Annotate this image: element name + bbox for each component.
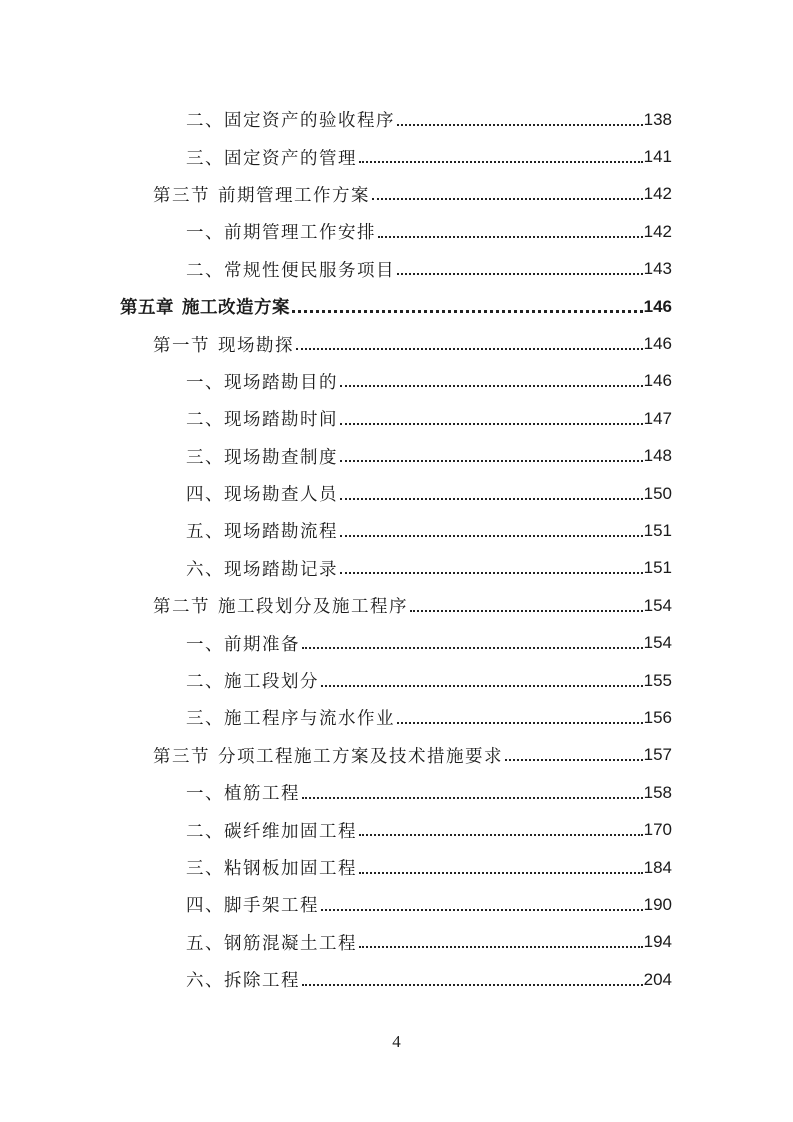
dot-leader xyxy=(378,223,643,241)
toc-entry-label xyxy=(186,556,338,581)
toc-entry-label xyxy=(186,369,338,394)
toc-entry-title: 固定资产的管理 xyxy=(224,148,357,169)
toc-entry[interactable] xyxy=(0,550,793,587)
toc-entry-page: 146 xyxy=(643,371,672,391)
toc-entry-label xyxy=(186,481,338,506)
toc-entry-title: 脚手架工程 xyxy=(224,896,319,917)
toc-entry-title: 分项工程施工方案及技术措施要求 xyxy=(218,746,503,767)
toc-entry-title: 现场踏勘记录 xyxy=(224,559,338,580)
toc-entry[interactable] xyxy=(0,213,793,250)
toc-entry[interactable] xyxy=(0,101,793,138)
toc-entry-label xyxy=(153,743,503,768)
toc-entry-number: 二、 xyxy=(186,821,224,842)
dot-leader xyxy=(296,335,643,353)
toc-entry-title: 常规性便民服务项目 xyxy=(224,260,395,281)
toc-entry[interactable] xyxy=(0,886,793,923)
toc-entry-number: 四、 xyxy=(186,485,224,506)
toc-entry-title: 现场勘查制度 xyxy=(224,447,338,468)
toc-entry-number: 第三节 xyxy=(153,185,210,206)
toc-entry-label xyxy=(186,219,376,244)
toc-entry-number: 四、 xyxy=(186,896,224,917)
dot-leader xyxy=(340,559,643,577)
toc-entry-label xyxy=(186,444,338,469)
dot-leader xyxy=(340,410,643,428)
toc-chapter-entry[interactable] xyxy=(0,288,793,325)
dot-leader xyxy=(302,634,643,652)
toc-entry[interactable] xyxy=(0,624,793,661)
toc-entry-page: 150 xyxy=(643,483,672,503)
toc-entry-number: 六、 xyxy=(186,559,224,580)
toc-entry-number: 二、 xyxy=(186,260,224,281)
toc-entry-title: 前期管理工作安排 xyxy=(224,223,376,244)
toc-entry-title: 现场勘查人员 xyxy=(224,485,338,506)
toc-entry-page: 142 xyxy=(643,221,672,241)
dot-leader xyxy=(321,896,643,914)
toc-entry-label xyxy=(186,930,357,955)
dot-leader xyxy=(397,709,643,727)
dot-leader xyxy=(359,933,643,951)
dot-leader xyxy=(505,746,643,764)
toc-entry-number: 第一节 xyxy=(153,335,210,356)
toc-entry[interactable] xyxy=(0,138,793,175)
toc-entry-page: 148 xyxy=(643,446,672,466)
toc-entry-number: 第三节 xyxy=(153,746,210,767)
dot-leader xyxy=(292,298,643,316)
toc-entry-title: 现场踏勘目的 xyxy=(224,372,338,393)
toc-entry-number: 一、 xyxy=(186,784,224,805)
toc-entry-page: 156 xyxy=(643,707,672,727)
page-number: 4 xyxy=(392,1032,401,1051)
toc-entry-page: 190 xyxy=(643,894,672,914)
toc-entry-number: 三、 xyxy=(186,447,224,468)
toc-entry-page: 147 xyxy=(643,408,672,428)
toc-entry-number: 二、 xyxy=(186,672,224,693)
toc-entry-page: 170 xyxy=(643,820,672,840)
dot-leader xyxy=(302,784,643,802)
toc-entry-title: 施工段划分及施工程序 xyxy=(218,597,408,618)
dot-leader xyxy=(340,485,643,503)
dot-leader xyxy=(340,447,643,465)
toc-entry-number: 二、 xyxy=(186,111,224,132)
toc-entry-title: 拆除工程 xyxy=(224,971,300,992)
toc-entry-number: 三、 xyxy=(186,859,224,879)
toc-entry-number: 二、 xyxy=(186,410,224,431)
toc-entry-page: 184 xyxy=(643,857,672,877)
toc-entry-page: 151 xyxy=(643,558,672,578)
toc-entry-label xyxy=(186,668,319,693)
toc-entry-number: 三、 xyxy=(186,148,224,169)
toc-entry-page: 154 xyxy=(643,595,672,615)
toc-entry[interactable] xyxy=(0,924,793,961)
dot-leader xyxy=(372,185,643,203)
toc-entry-page: 151 xyxy=(643,520,672,540)
toc-entry-page: 146 xyxy=(643,296,672,316)
toc-entry[interactable] xyxy=(0,811,793,848)
toc-entry[interactable] xyxy=(0,475,793,512)
dot-leader xyxy=(340,522,643,540)
toc-entry-title: 施工段划分 xyxy=(224,672,319,693)
dot-leader xyxy=(410,597,643,615)
toc-entry-title: 施工程序与流水作业 xyxy=(224,709,395,730)
toc-entry[interactable] xyxy=(0,587,793,624)
dot-leader xyxy=(321,672,643,690)
toc-entry-title: 粘钢板加固工程 xyxy=(224,859,357,879)
toc-entry-label xyxy=(186,257,395,282)
dot-leader xyxy=(397,260,643,278)
toc-entry-title: 固定资产的验收程序 xyxy=(224,111,395,132)
toc-entry-page: 138 xyxy=(643,109,672,129)
toc-entry-page: 146 xyxy=(643,334,672,354)
toc-entry-number: 一、 xyxy=(186,634,224,655)
toc-entry-number: 第五章 xyxy=(120,298,174,319)
table-of-contents xyxy=(0,101,793,998)
toc-entry-number: 五、 xyxy=(186,522,224,543)
toc-entry-title: 前期管理工作方案 xyxy=(218,185,370,206)
toc-entry-title: 施工改造方案 xyxy=(182,298,290,319)
toc-entry-label xyxy=(186,855,357,880)
toc-entry-label xyxy=(186,631,300,656)
toc-entry-label xyxy=(186,107,395,132)
dot-leader xyxy=(359,859,643,877)
toc-entry-page: 154 xyxy=(643,633,672,653)
toc-entry[interactable] xyxy=(0,438,793,475)
toc-entry[interactable] xyxy=(0,512,793,549)
toc-entry-page: 204 xyxy=(643,969,672,989)
toc-entry-number: 六、 xyxy=(186,971,224,992)
toc-entry-label xyxy=(186,145,357,170)
dot-leader xyxy=(340,372,643,390)
toc-entry-label xyxy=(153,593,408,618)
toc-entry[interactable] xyxy=(0,251,793,288)
toc-entry-label xyxy=(186,705,395,730)
toc-entry[interactable] xyxy=(0,699,793,736)
toc-entry[interactable] xyxy=(0,961,793,998)
toc-entry-page: 157 xyxy=(643,745,672,765)
toc-entry-label xyxy=(153,182,370,207)
toc-entry-label xyxy=(120,294,290,319)
toc-entry[interactable] xyxy=(0,176,793,213)
toc-entry-label xyxy=(186,780,300,805)
dot-leader xyxy=(359,821,643,839)
toc-entry[interactable] xyxy=(0,400,793,437)
toc-entry[interactable] xyxy=(0,325,793,362)
toc-entry-label xyxy=(186,518,338,543)
toc-entry[interactable] xyxy=(0,363,793,400)
dot-leader xyxy=(359,148,643,166)
toc-entry[interactable] xyxy=(0,737,793,774)
toc-entry-title: 碳纤维加固工程 xyxy=(224,821,357,842)
toc-entry-title: 植筋工程 xyxy=(224,784,300,805)
toc-entry-number: 一、 xyxy=(186,372,224,393)
dot-leader xyxy=(397,111,643,129)
toc-entry-page: 142 xyxy=(643,184,672,204)
toc-entry-label xyxy=(186,892,319,917)
toc-entry-title: 现场踏勘流程 xyxy=(224,522,338,543)
toc-entry-page: 155 xyxy=(643,670,672,690)
toc-entry-label xyxy=(153,332,294,357)
toc-entry-page: 158 xyxy=(643,782,672,802)
dot-leader xyxy=(302,971,643,989)
toc-entry-title: 前期准备 xyxy=(224,634,300,655)
toc-entry-title: 现场踏勘时间 xyxy=(224,410,338,431)
toc-entry-page: 141 xyxy=(643,147,672,167)
toc-entry-page: 143 xyxy=(643,259,672,279)
toc-entry-label xyxy=(186,406,338,431)
toc-entry-number: 第二节 xyxy=(153,597,210,618)
toc-entry[interactable] xyxy=(0,774,793,811)
toc-entry[interactable] xyxy=(0,662,793,699)
toc-entry-label xyxy=(186,967,300,992)
toc-entry-page: 194 xyxy=(643,932,672,952)
toc-entry-title: 现场勘探 xyxy=(218,335,294,356)
toc-entry[interactable] xyxy=(0,849,793,886)
toc-entry-number: 五、 xyxy=(186,933,224,954)
toc-entry-title: 钢筋混凝土工程 xyxy=(224,933,357,954)
toc-entry-number: 一、 xyxy=(186,223,224,244)
toc-entry-number: 三、 xyxy=(186,709,224,730)
toc-entry-label xyxy=(186,818,357,843)
